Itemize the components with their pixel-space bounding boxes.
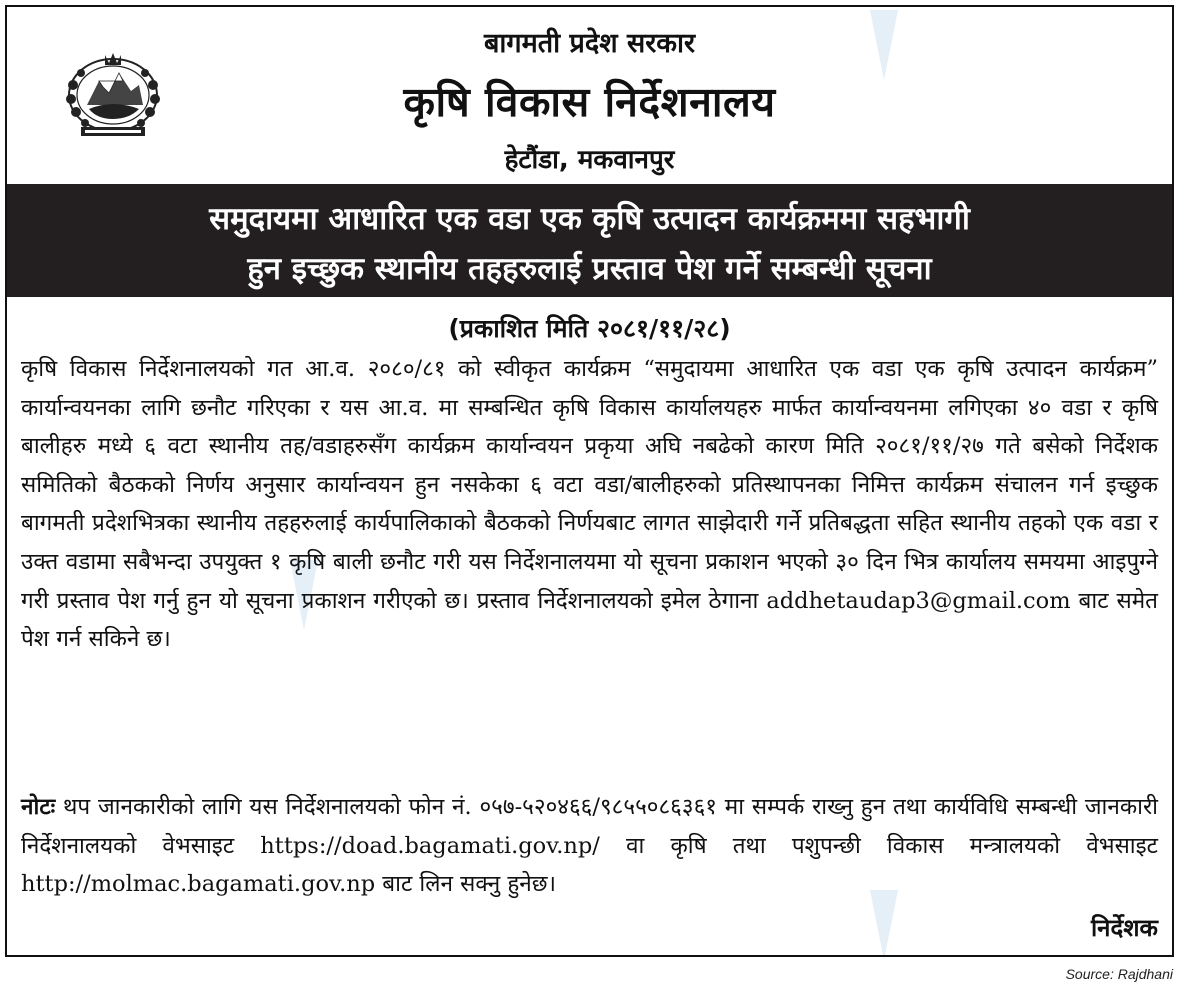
- notice-title-line-1: समुदायमा आधारित एक वडा एक कृषि उत्पादन कार्यक्रममा सहभागी: [209, 201, 970, 237]
- office-name: कृषि विकास निर्देशनालय: [403, 78, 776, 126]
- notice-title-banner: [7, 184, 1172, 297]
- office-location: हेटौंडा, मकवानपुर: [504, 145, 675, 175]
- source-credit: Source: Rajdhani: [1065, 966, 1173, 982]
- notice-body: कृषि विकास निर्देशनालयको गत आ.व. २०८०/८१ को स्वीकृत कार्यक्रम “समुदायमा आधारित एक वडा एक कृषि उत्पादन कार्यक्रम” कार्यान्वयनका लागि छनौट गरिएका र यस आ.व. मा सम्बन्धित कृषि विकास कार्यालयहरु मार्फत कार्यान्वयनमा लगिएका ४० वडा र कृषि बालीहरु मध्ये ६ वटा स्थानीय तह/वडाहरुसँग कार्यक्रम कार्यान्वयन प्रकृया अघि नबढेको कारण मिति २०८१/११/२७ गते बसेको निर्देशक समितिको बैठकको निर्णय अनुसार कार्यान्वयन हुन नसकेका ६ वटा वडा/बालीहरुको प्रतिस्थापनका निमित्त कार्यक्रम संचालन गर्न इच्छुक बागमती प्रदेशभित्रका स्थानीय तहहरुलाई कार्यपालिकाको बैठकको निर्णयबाट लागत साझेदारी गर्ने प्रतिबद्धता सहित स्थानीय तहको एक वडा र उक्त वडामा सबैभन्दा उपयुक्त १ कृषि बाली छनौट गरी यस निर्देशनालयमा यो सूचना प्रकाशन भएको ३० दिन भित्र कार्यालय समयमा आइपुग्ने गरी प्रस्ताव पेश गर्नु हुन यो सूचना प्रकाशन गरीएको छ। प्रस्ताव निर्देशनालयको इमेल ठेगाना addhetaudap3@gmail.com बाट समेत पेश गर्न सकिने छ।: [21, 356, 1158, 653]
- notice-frame: [5, 5, 1174, 957]
- notice-header: [7, 7, 1172, 187]
- note-text: थप जानकारीको लागि यस निर्देशनालयको फोन नं. ०५७-५२०४६६/९८५५०८६३६१ मा सम्पर्क राख्नु हुन तथा कार्यविधि सम्बन्धी जानकारी निर्देशनालयको वेभसाइट https://doad.bagamati.gov.np/ वा कृषि तथा पशुपन्छी विकास मन्त्रालयको वेभसाइट http://molmac.bagamati.gov.np बाट लिन सक्नु हुनेछ।: [21, 794, 1159, 898]
- publication-date: (प्रकाशित मिति २०८१/११/२८): [448, 314, 731, 343]
- signatory-title: निर्देशक: [1090, 914, 1158, 942]
- government-name: बागमती प्रदेश सरकार: [483, 28, 696, 59]
- note-label: नोटः: [21, 794, 56, 820]
- notice-title-line-2: हुन इच्छुक स्थानीय तहहरुलाई प्रस्ताव पेश गर्ने सम्बन्धी सूचना: [247, 251, 932, 287]
- notice-note: [21, 788, 1158, 904]
